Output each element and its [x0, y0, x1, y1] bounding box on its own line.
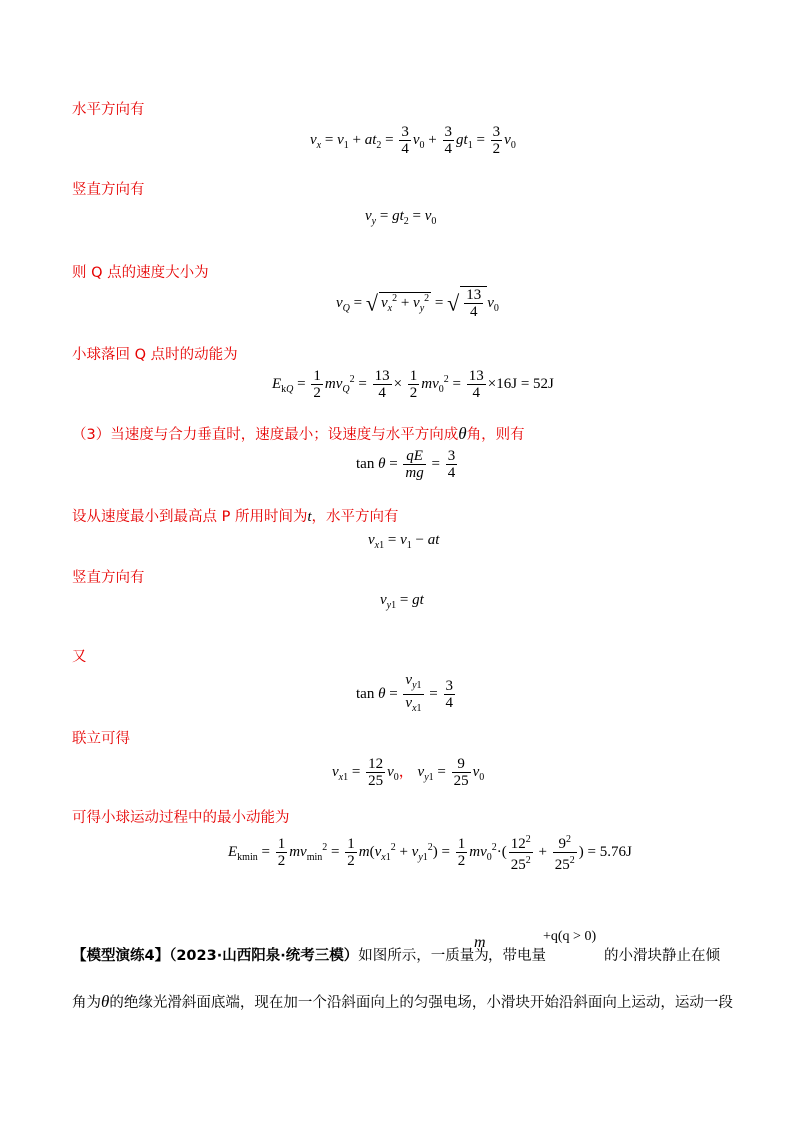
label-horizontal: 水平方向有	[72, 102, 145, 118]
equation-vx1: $v_{x1} = v_1$ − at	[368, 532, 440, 551]
problem-text-1b: ，带电量	[488, 948, 546, 964]
equation-ekq: $E_{kQ}$ = $\frac{1}{2}$ $mv_Q^2$ = $\frac{13}{4}$ × $\frac{1}{2}$ $mv_0^2$ = $\frac{13}{4}$ ×16J = 52J	[272, 368, 554, 401]
problem-line-1	[72, 944, 489, 965]
problem-line-2	[72, 991, 733, 1012]
label-q-speed: 则 Q 点的速度大小为	[72, 265, 209, 281]
label-also: 又	[72, 649, 87, 665]
problem-text-1c: 的小滑块静止在倾	[604, 948, 720, 964]
t-symbol: t	[307, 509, 312, 525]
let-time-text: 设从速度最小到最高点 P 所用时间为	[72, 509, 308, 525]
label-min-ke: 可得小球运动过程中的最小动能为	[72, 810, 290, 826]
charge-expression: +q(q > 0)	[543, 929, 597, 944]
equation-results: $v_{x1}$ = $\frac{12}{25}$ $v_0$， $v_{y1}$ = $\frac{9}{25}$ $v_0$	[332, 756, 485, 789]
equation-tan-theta: tan θ = $\frac{qE}{mg}$ = $\frac{3}{4}$	[356, 448, 456, 481]
equation-vx: $v_x = v_1 + at_2$ = $\frac{3}{4}$ $v_0$ + $\frac{3}{4}$ $gt_1$ = $\frac{3}{2}$ $v_0$	[310, 124, 516, 157]
label-part3	[72, 423, 525, 444]
equation-vy1: $v_{y1}$ = gt	[380, 592, 424, 611]
equation-ekmin: $E_{kmin}$ = $\frac{1}{2}$ $mv_{min}^2$ = $\frac{1}{2}$ $m(v_{x1}^2 + v_{y1}^2)$ = $\frac{1}{2}$ $mv_0^2\cdot$( $\frac{12^2}{25^2}$ + $\frac{9^2}{25^2}$ ) = 5.76J	[228, 834, 632, 873]
theta-symbol-2: θ	[101, 992, 110, 1011]
part3-tail: 角，则有	[466, 427, 525, 443]
mass-symbol: m	[474, 934, 486, 951]
label-combine: 联立可得	[72, 731, 130, 747]
problem-text-1a: 如图所示，一质量为	[358, 948, 489, 964]
label-vertical-2: 竖直方向有	[72, 570, 145, 586]
problem-tag: 【模型演练4】	[72, 948, 170, 964]
problem-source: （2023·山西阳泉·统考三模）	[169, 948, 359, 964]
problem-text-2b: 的绝缘光滑斜面底端，现在加一个沿斜面向上的匀强电场，小滑块开始沿斜面向上运动，运动一段	[109, 995, 733, 1011]
theta-symbol: θ	[458, 424, 467, 443]
problem-text-2a: 角为	[72, 995, 101, 1011]
let-time-tail: ，水平方向有	[311, 509, 399, 525]
equation-tan-ratio: tan θ = $\frac{v_{y1}}{v_{x1}}$ = $\frac{3}{4}$	[356, 672, 454, 714]
label-let-time	[72, 505, 399, 526]
label-vertical: 竖直方向有	[72, 182, 145, 198]
label-q-ke: 小球落回 Q 点时的动能为	[72, 347, 238, 363]
part3-text: （3）当速度与合力垂直时，速度最小；设速度与水平方向成	[72, 427, 459, 443]
equation-vq: $v_Q$ = √ $v_x^2 + v_y^2$ = √ $\frac{13}{4}$ $v_0$	[336, 287, 499, 320]
equation-vy: $v_y = gt_2 = v_0$	[365, 208, 437, 227]
